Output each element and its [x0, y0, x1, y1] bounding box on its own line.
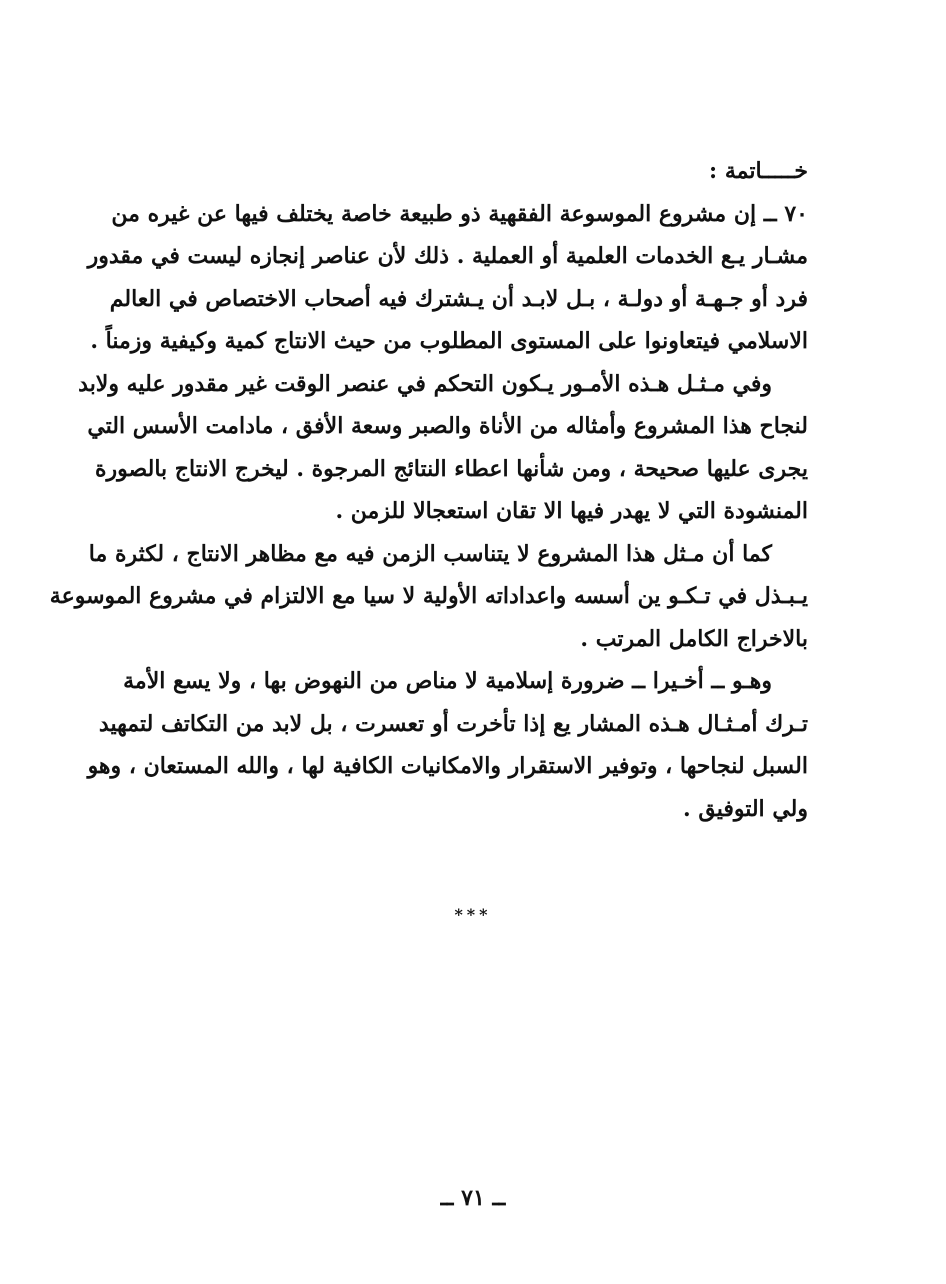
text-line: فرد أو جـهـة أو دولـة ، بـل لابـد أن يـشترك فيه أصحاب الاختصاص في العالم [109, 285, 808, 312]
text-line: وهـو ــ أخـيرا ــ ضرورة إسلامية لا مناص من النهوض بها ، ولا يسع الأمة [123, 668, 772, 694]
text-line: كما أن مـثل هذا المشروع لا يتناسب الزمن فيه مع مظاهر الانتاج ، لكثرة ما [88, 540, 772, 567]
paragraph-1 [87, 193, 808, 363]
text-line: ولي التوفيق . [683, 795, 808, 822]
paragraph-2 [78, 363, 808, 533]
text-line: السبل لنجاحها ، وتوفير الاستقرار والامكانيات الكافية لها ، والله المستعان ، وهو [87, 753, 808, 779]
page-number: ــ ٧١ ــ [440, 1185, 506, 1211]
section-separator: *** [454, 905, 492, 924]
paragraph-4 [87, 660, 808, 830]
section-heading: خـــــاتمة : [709, 158, 808, 184]
text-line: ٧٠ ــ إن مشروع الموسوعة الفقهية ذو طبيعة خاصة يختلف فيها عن غيره من [111, 200, 808, 227]
text-line: المنشودة التي لا يهدر فيها الا تقان استعجالا للزمن . [335, 498, 808, 524]
paragraph-3 [49, 533, 808, 661]
text-line: بالاخراج الكامل المرتب . [580, 625, 808, 652]
text-line: مشـار يـع الخدمات العلمية أو العملية . ذلك لأن عناصر إنجازه ليست في مقدور [87, 243, 808, 269]
text-line: وفي مـثـل هـذه الأمـور يـكون التحكم في عنصر الوقت غير مقدور عليه ولابد [78, 370, 772, 397]
text-line: تـرك أمـثـال هـذه المشار يع إذا تأخرت أو تعسرت ، بل لابد من التكاتف لتمهيد [98, 710, 808, 737]
text-line: يـبـذل في تـكـو ين أسسه واعداداته الأولية لا سيا مع الالتزام في مشروع الموسوعة [49, 583, 808, 609]
text-line: الاسلامي فيتعاونوا على المستوى المطلوب من حيث الانتاج كمية وكيفية وزمناً . [90, 328, 808, 354]
text-line: يجرى عليها صحيحة ، ومن شأنها اعطاء النتائج المرجوة . ليخرج الانتاج بالصورة [95, 455, 808, 482]
text-line: لنجاح هذا المشروع وأمثاله من الأناة والصبر وسعة الأفق ، مادامت الأسس التي [87, 413, 808, 439]
page-body [49, 150, 808, 830]
